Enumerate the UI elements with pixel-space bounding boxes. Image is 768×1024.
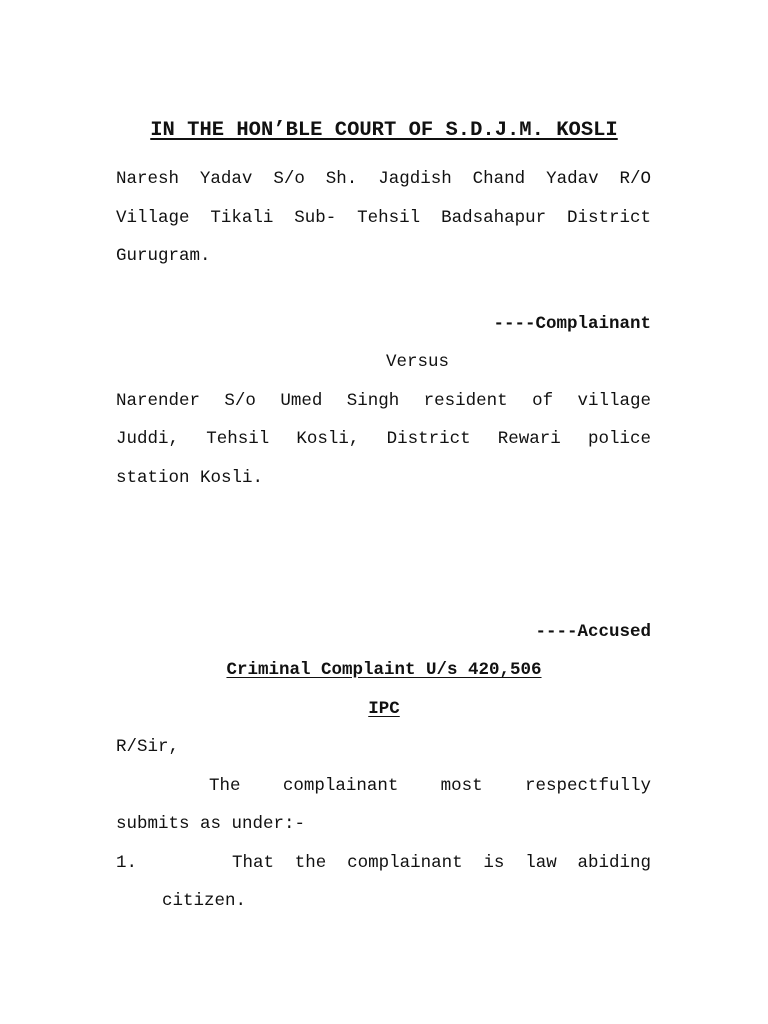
accused-line-3: station Kosli. (116, 468, 264, 488)
complainant-line-1: Naresh Yadav S/o Sh. Jagdish Chand Yadav R/O (116, 169, 651, 189)
point-1-number: 1. (116, 853, 138, 873)
complainant-label: ----Complainant (493, 314, 651, 334)
intro-line-1: The complainant most respectfully (209, 776, 651, 796)
court-title-text: IN THE HON’BLE COURT OF S.D.J.M. KOSLI (150, 119, 618, 142)
point-1-line-2: citizen. (162, 891, 247, 911)
court-title (0, 118, 768, 144)
complainant-line-3: Gurugram. (116, 246, 211, 266)
accused-line-2: Juddi, Tehsil Kosli, District Rewari police (116, 429, 651, 449)
intro-line-2: submits as under:- (116, 814, 306, 834)
salutation: R/Sir, (116, 737, 180, 757)
complaint-heading-line-2 (0, 698, 768, 720)
complaint-heading-line-1 (0, 659, 768, 681)
complainant-line-2: Village Tikali Sub- Tehsil Badsahapur District (116, 208, 651, 228)
accused-line-1: Narender S/o Umed Singh resident of village (116, 391, 651, 411)
complaint-heading-line-2-text: IPC (368, 699, 400, 719)
point-1-line-1: That the complainant is law abiding (232, 853, 651, 873)
versus-label: Versus (386, 352, 450, 372)
accused-label: ----Accused (535, 622, 651, 642)
complaint-heading-line-1-text: Criminal Complaint U/s 420,506 (226, 660, 542, 680)
